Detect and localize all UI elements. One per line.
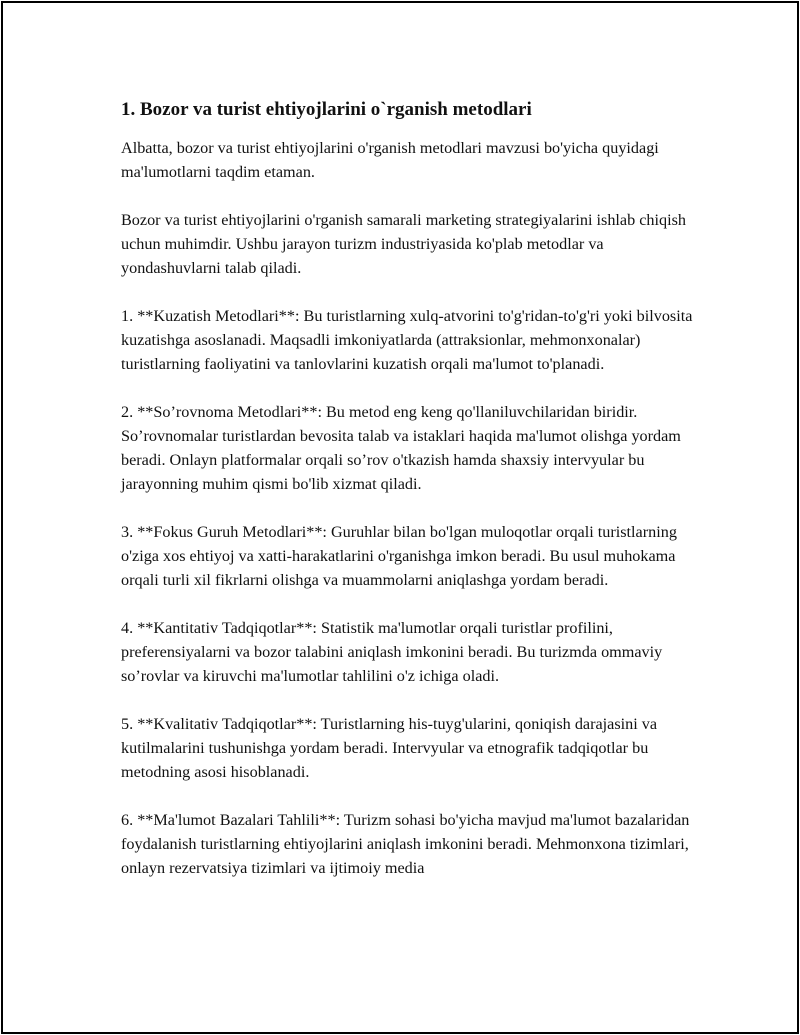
document-title: 1. Bozor va turist ehtiyojlarini o`rganish metodlari (121, 99, 532, 120)
paragraph-method-5: 5. **Kvalitativ Tadqiqotlar**: Turistlarning his-tuyg'ularini, qoniqish darajasini va kutilmalarini tushunishga yordam beradi. Intervyular va etnografik tadqiqotlar bu metodning asosi hisoblanadi. (121, 715, 658, 781)
paragraph-overview: Bozor va turist ehtiyojlarini o'rganish samarali marketing strategiyalarini ishlab chiqish uchun muhimdir. Ushbu jarayon turizm industriyasida ko'plab metodlar va yondashuvlarni talab qiladi. (121, 211, 686, 277)
document-body (121, 98, 696, 904)
page-frame (1, 1, 799, 1034)
paragraph-method-4: 4. **Kantitativ Tadqiqotlar**: Statistik ma'lumotlar orqali turistlar profilini, preferensiyalarni va bozor talabini aniqlash imkonini beradi. Bu turizmda ommaviy so’rovlar va kiruvchi ma'lumotlar tahlilini o'z ichiga oladi. (121, 619, 663, 685)
paragraph-method-6: 6. **Ma'lumot Bazalari Tahlili**: Turizm sohasi bo'yicha mavjud ma'lumot bazalaridan foydalanish turistlarning ehtiyojlarini aniqlash imkonini beradi. Mehmonxona tizimlari, onlayn rezervatsiya tizimlari va ijtimoiy media (121, 811, 690, 877)
paragraph-method-2: 2. **So’rovnoma Metodlari**: Bu metod eng keng qo'llaniluvchilaridan biridir. So’rovnomalar turistlardan bevosita talab va istaklari haqida ma'lumot olishga yordam beradi. Onlayn platformalar orqali so’rov o'tkazish hamda shaxsiy intervyular bu jarayonning muhim qismi bo'lib xizmat qiladi. (121, 403, 681, 493)
paragraph-intro: Albatta, bozor va turist ehtiyojlarini o'rganish metodlari mavzusi bo'yicha quyidagi ma'lumotlarni taqdim etaman. (121, 139, 659, 181)
paragraph-method-3: 3. **Fokus Guruh Metodlari**: Guruhlar bilan bo'lgan muloqotlar orqali turistlarning o'ziga xos ehtiyoj va xatti-harakatlarini o'rganishga imkon beradi. Bu usul muhokama orqali turli xil fikrlarni olishga va muammolarni aniqlashga yordam beradi. (121, 523, 677, 589)
paragraph-method-1: 1. **Kuzatish Metodlari**: Bu turistlarning xulq-atvorini to'g'ridan-to'g'ri yoki bilvosita kuzatishga asoslanadi. Maqsadli imkoniyatlarda (attraksionlar, mehmonxonalar) turistlarning faoliyatini va tanlovlarini kuzatish orqali ma'lumot to'planadi. (121, 307, 693, 373)
